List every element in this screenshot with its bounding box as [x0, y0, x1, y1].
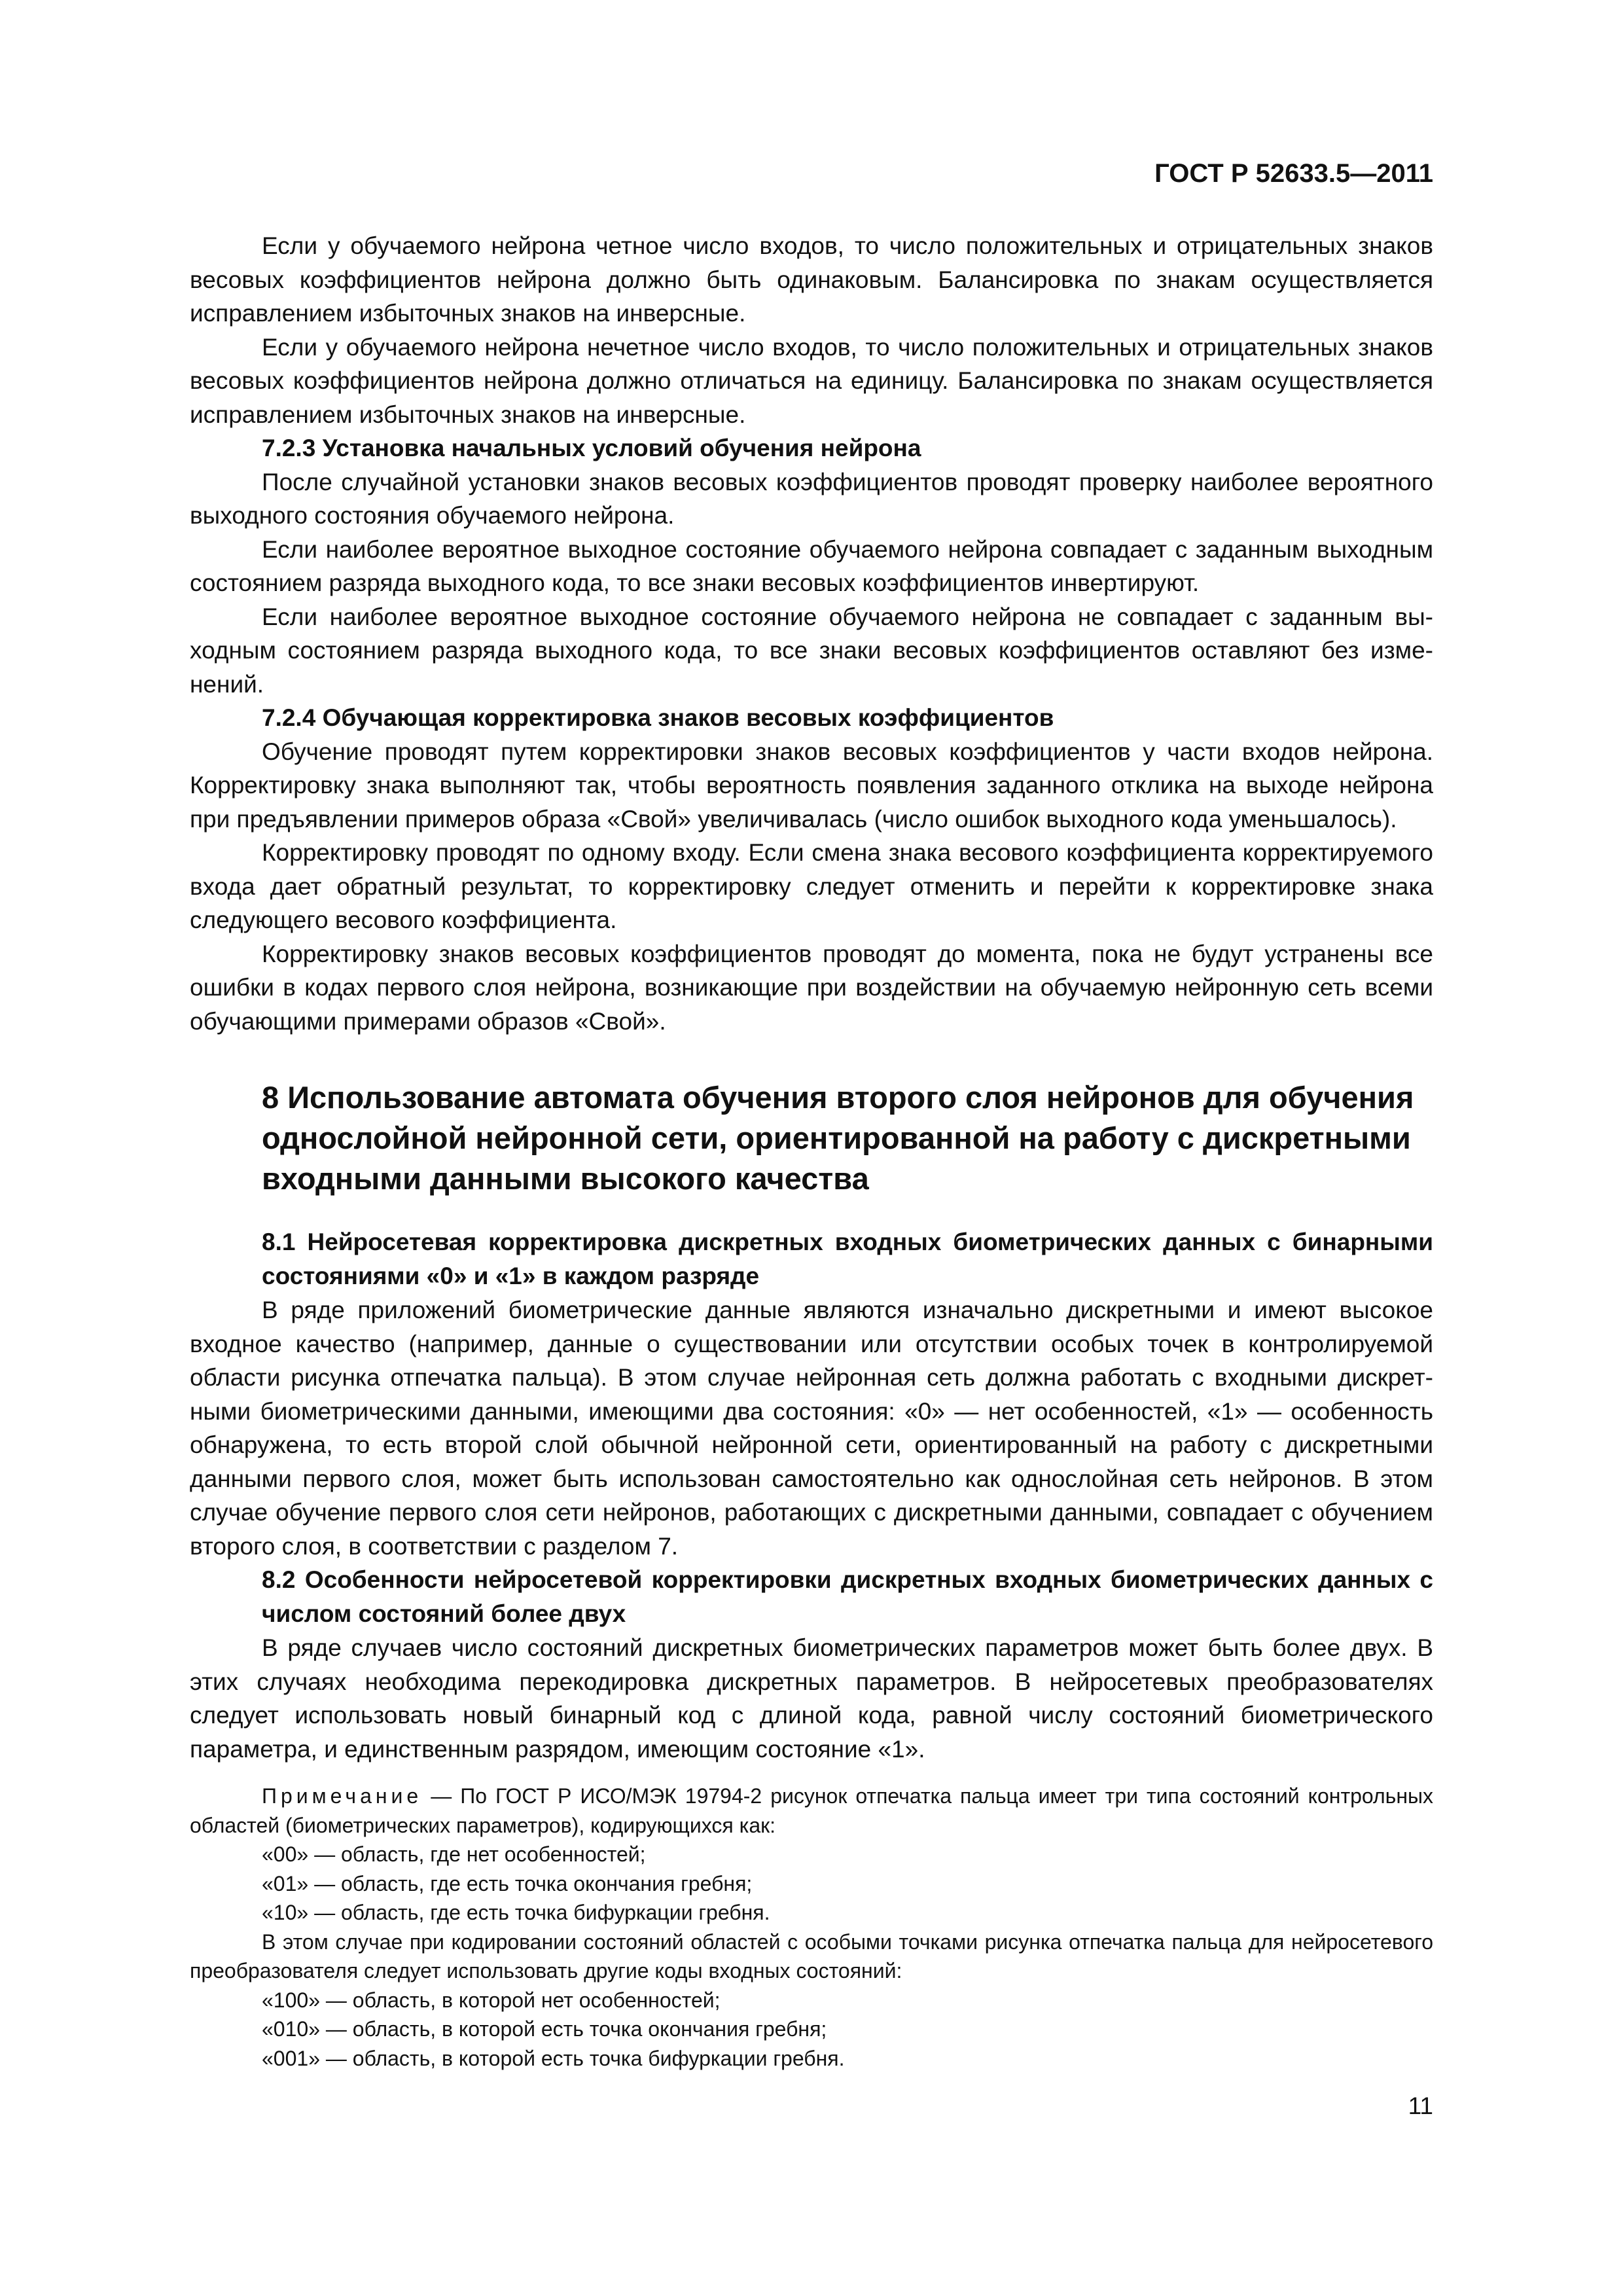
note-middle-text: В этом случае при кодировании состояний областей с особыми точками рисунка отпечатка пальца для нейросетевого преобразователя следует использовать другие коды входных состояний:	[190, 1929, 1433, 1982]
page-number: 11	[1408, 2092, 1433, 2119]
paragraph: Корректировку знаков весовых коэффициентов проводят до момента, пока не будут устранены все ошибки в кодах первого слоя нейрона, возникающие при воздействии на обучаемую нейронную сеть всеми обучающими примерами образов «Свой».	[190, 940, 1433, 1035]
subsection-heading-8-2: 8.2 Особенности нейросетевой корректировки дискретных входных биометрических данных с числом состояний более двух	[262, 1566, 1433, 1627]
section-title-8: 8 Использование автомата обучения второго слоя нейронов для обучения однослойной нейронной сети, ориентированной на работу с дискретными входными данными высокого качества	[262, 1080, 1414, 1196]
paragraph: Если наиболее вероятное выходное состояние обучаемого нейрона не совпадает с заданным выходным состоянием разряда выходного кода, то все знаки весовых коэффициентов оставляют без изменений.	[190, 603, 1433, 698]
subsection-heading-8-1: 8.1 Нейросетевая корректировка дискретных входных биометрических данных с бинарными состояниями «0» и «1» в каждом разряде	[262, 1229, 1433, 1289]
note-block	[190, 1782, 1433, 2073]
note-intro-text: По ГОСТ Р ИСО/МЭК 19794-2 рисунок отпечатка пальца имеет три типа состояний контрольных областей (биометрических параметров), кодирующихся как:	[190, 1784, 1434, 1837]
note-label: Примечание	[262, 1784, 423, 1808]
paragraph: Если у обучаемого нейрона четное число входов, то число положительных и отрицательных знаков весовых коэффициентов нейрона должно быть одинаковым. Балансировка по знакам осуществляется исправлением избыточных знаков на инверсные.	[190, 232, 1433, 327]
subsection-heading-7-2-4: 7.2.4 Обучающая корректировка знаков весовых коэффициентов	[262, 704, 1054, 731]
note-intro	[190, 1782, 1433, 1840]
paragraph: После случайной установки знаков весовых коэффициентов проводят проверку наиболее вероятного выходного состояния обучаемого нейрона.	[190, 468, 1433, 529]
paragraph: Если наиболее вероятное выходное состояние обучаемого нейрона совпадает с заданным выходным состоянием разряда выходного кода, то все знаки весовых коэффициентов инвертируют.	[190, 535, 1433, 596]
document-code-header: ГОСТ Р 52633.5—2011	[1154, 159, 1433, 188]
paragraph: Корректировку проводят по одному входу. Если смена знака весового коэффициента корректируемого входа дает обратный результат, то корректировку следует отменить и перейти к корректировке знака следующего весового коэффициента.	[190, 839, 1433, 933]
note-code-item: «100» — область, в которой нет особенностей;	[262, 1988, 721, 2012]
note-code-item: «001» — область, в которой есть точка бифуркации гребня.	[262, 2046, 845, 2070]
note-code-item: «00» — область, где нет особенностей;	[262, 1842, 646, 1866]
note-code-item: «10» — область, где есть точка бифуркации гребня.	[262, 1901, 770, 1924]
note-dash: —	[422, 1784, 461, 1808]
paragraph: В ряде случаев число состояний дискретных биометрических параметров может быть более двух. В этих случаях необходима перекодировка дискретных параметров. В нейросетевых преобразователях следует использовать новый бинарный код с длиной кода, равной числу состояний биометрического параметра, и единственным разрядом, имеющим состояние «1».	[190, 1634, 1433, 1763]
page-content	[190, 229, 1433, 2073]
paragraph: Обучение проводят путем корректировки знаков весовых коэффициентов у части входов нейрона. Корректировку знака выполняют так, чтобы вероятность появления заданного отклика на выходе нейрона при предъявлении примеров образа «Свой» увеличивалась (число ошибок выходного кода уменьшалось).	[190, 738, 1433, 833]
note-code-item: «01» — область, где есть точка окончания гребня;	[262, 1871, 753, 1895]
subsection-heading-7-2-3: 7.2.3 Установка начальных условий обучения нейрона	[262, 435, 921, 461]
paragraph: В ряде приложений биометрические данные являются изначально дискретными и имеют высокое входное качество (например, данные о существовании или отсутствии особых точек в контролируемой области рисунка отпечатка пальца). В этом случае нейронная сеть должна работать с входными дискретными биометрическими данными, имеющими два состояния: «0» — нет особенностей, «1» — особенность обнаружена, то есть второй слой обычной нейронной сети, ориентированный на работу с дискретными данными первого слоя, может быть использован самостоятельно как однослойная сеть нейронов. В этом случае обучение первого слоя сети нейронов, работающих с дискретными данными, совпадает с обучением второго слоя, в соответствии с разделом 7.	[190, 1297, 1433, 1560]
note-code-item: «010» — область, в которой есть точка окончания гребня;	[262, 2017, 827, 2041]
paragraph: Если у обучаемого нейрона нечетное число входов, то число положительных и отрицательных знаков весовых коэффициентов нейрона должно отличаться на единицу. Балансировка по знакам осуществляется исправлением избыточных знаков на инверсные.	[190, 333, 1433, 428]
